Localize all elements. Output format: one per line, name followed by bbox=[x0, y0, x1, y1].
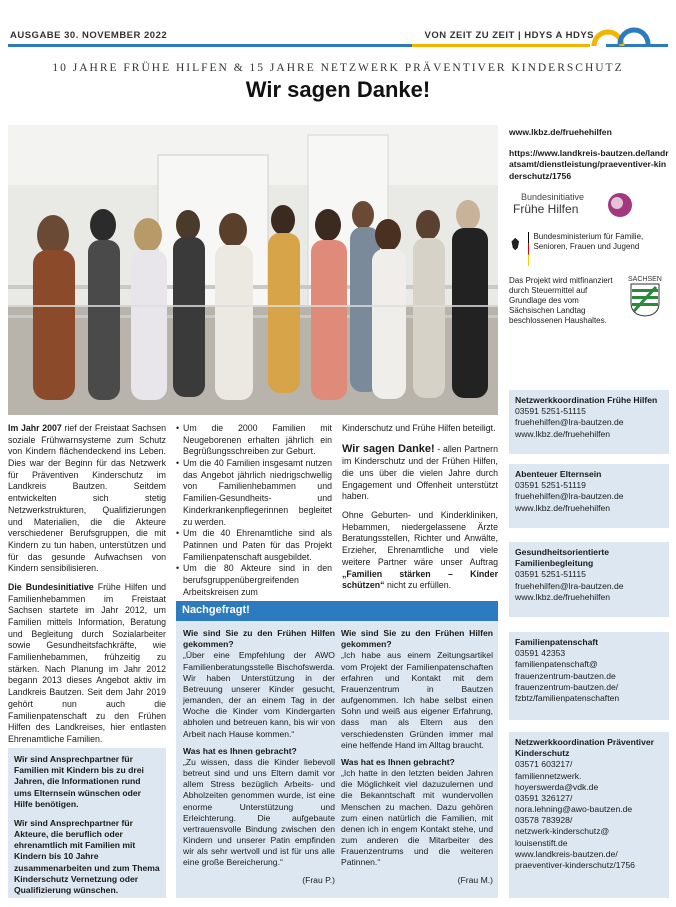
team-photo bbox=[8, 125, 498, 415]
target-group-families: Wir sind Ansprechpartner für Familien mit Kindern bis zu drei Jahren, die Informationen rund ums Elternsein wünschen oder Hilfe benötigen. bbox=[14, 754, 144, 809]
contact-phone[interactable]: 03591 5251-51119 bbox=[515, 480, 586, 491]
contact-web[interactable]: frauenzentrum-bautzen.de/ bbox=[515, 681, 619, 692]
contact-phone[interactable]: 03578 783928/ bbox=[515, 815, 573, 826]
sachsen-label: SACHSEN bbox=[628, 275, 662, 283]
interview-signature: (Frau M.) bbox=[457, 874, 493, 885]
contact-title: Abenteuer Elternsein bbox=[515, 469, 602, 479]
contact-phone[interactable]: 03591 5251-51115 bbox=[515, 406, 586, 417]
article-column-3 bbox=[342, 423, 498, 599]
bfh-line1: Bundesinitiative bbox=[521, 191, 585, 202]
interview-answer: „Ich hatte in den letzten beiden Jahren die Möglichkeit viel dazuzulernen und die Bekanntschaft mit wundervollen Menschen zu machen. Dazu gehören zum einen natürlich die Familien, mit denen ich in engem Kontakt stehe, und zum anderen die Mitarbeiter des Frauenzentrums und die weiteren Patinnen.“ bbox=[341, 768, 493, 868]
contact-title: Familienpatenschaft bbox=[515, 637, 599, 647]
target-group-actors: Wir sind Ansprechpartner für Akteure, die beruflich oder ehrenamtlich mit Familien mit Kindern bis 10 Jahre zusammenarbeiten und zum Thema Kinderschutz Vernetzung oder Qualifizierung wünschen. bbox=[14, 817, 160, 895]
page-header bbox=[0, 0, 676, 58]
interview-box bbox=[176, 601, 498, 898]
contact-email-domain[interactable]: louisenstift.de bbox=[515, 837, 568, 848]
interview-question: Was hat es Ihnen gebracht? bbox=[341, 756, 455, 767]
contact-email[interactable]: fruehehilfen@lra-bautzen.de bbox=[515, 417, 624, 428]
interview-answer: „Zu wissen, dass die Kinder liebevoll betreut sind und uns Eltern damit vor allem Stress bezüglich Arbeits- und Abholzeiten genommen wurde, ist eine enorme Unterstützung und Erleichterung. Die aufgebaute vertrauensvolle Bindung zwischen den Kindern und unserer Patin empfinden wir als sehr wertvoll und ist für uns alle eine große Bereicherung.“ bbox=[183, 756, 335, 868]
contact-web[interactable]: www.lkbz.de/fruehehilfen bbox=[515, 502, 611, 513]
sachsen-text: Das Projekt wird mitfinanziert durch Steuermittel auf Grundlage des vom Sächsischen Landtag beschlossenen Haushaltes. bbox=[509, 275, 613, 325]
contact-card bbox=[509, 464, 669, 528]
contact-card bbox=[509, 390, 669, 454]
interview-answer: „Ich habe aus einem Zeitungsartikel vom Projekt der Familienpatenschaften erfahren und Kontakt mit dem Frauenzentrum in Bautzen aufgenommen. Ich habe selbst einen Sohn und weiß aus eigener Erfahrung, dass man als Eltern aus den verschiedensten Gründen immer mal eine helfende Hand im Alltag braucht. bbox=[341, 650, 493, 750]
contact-email-domain[interactable]: frauenzentrum-bautzen.de bbox=[515, 670, 616, 681]
sachsen-funding bbox=[509, 276, 669, 326]
col3-paragraph-2-end: nicht zu erfüllen. bbox=[384, 580, 452, 591]
fact-bullet: • Um die 40 Familien insgesamt nutzen das Angebot jährlich niedrigschwellig von Familienhebammen und Familien-Gesundheits- und Kinderkrankenpflegerinnen begleitet zu werden. bbox=[176, 458, 332, 528]
contact-web-path[interactable]: praeventiver-kinderschutz/1756 bbox=[515, 859, 635, 870]
col1-paragraph-1: rief der Freistaat Sachsen soziale Frühwarnsysteme zum Schutz von Kindern flächendeckend ins Leben. Dies war der Beginn für das Netzwerk für Präventiven Kinderschutz im Landkreis Bautzen. Seitdem entwickelten sich stetig Netzwerkstrukturen, Qualifizierungen und Materialien, die die Akteure verschiedener Berufsgruppen, die mit Kindern zu tun haben, unterstützen und für das gesunde Aufwachsen von Kindern sensibilisieren. bbox=[8, 423, 166, 574]
contact-web-path[interactable]: fzbtz/familienpatenschaften bbox=[515, 692, 620, 703]
link-fruehehilfen[interactable]: www.lkbz.de/fruehehilfen bbox=[509, 127, 612, 137]
article-column-1 bbox=[8, 423, 166, 753]
bmfsfj-text: Bundesministerium für Familie, Senioren, Frauen und Jugend bbox=[533, 231, 644, 251]
col1-lead-1: Im Jahr 2007 bbox=[8, 423, 62, 433]
contact-email[interactable]: netzwerk-kinderschutz@ bbox=[515, 826, 610, 837]
federal-eagle-icon bbox=[509, 232, 522, 256]
contact-email[interactable]: nora.lehning@awo-bautzen.de bbox=[515, 804, 633, 815]
contact-email-domain[interactable]: hoyerswerda@vdk.de bbox=[515, 781, 599, 792]
bmfsfj-logo bbox=[509, 232, 669, 266]
fact-bullet: • Um die 80 Akteure sind in den berufsgruppenübergreifenden Arbeitskreisen zum bbox=[176, 563, 332, 598]
interview-answer: „Über eine Empfehlung der AWO Familienberatungsstelle Bischofswerda. Wir haben Unterstützung in der Betreuung unserer Kinder gesucht, jemanden, der an einem Tag in der Woche die Kinder vom Kindergarten abholen und betreuen kann, bis wir von Arbeit nach Hause kommen.“ bbox=[183, 650, 335, 739]
article-column-2 bbox=[176, 423, 332, 598]
link-kinderschutz[interactable]: https://www.landkreis-bautzen.de/landratsamt/dienstleistung/praeventiver-kinderschutz/1756 bbox=[509, 148, 669, 181]
bfh-line2: Frühe Hilfen bbox=[513, 201, 579, 216]
motto: „Familien stärken – Kinder schützen“ bbox=[342, 568, 498, 591]
thank-you-heading: Wir sagen Danke! bbox=[342, 442, 435, 455]
bundesinitiative-logo bbox=[509, 192, 669, 224]
article-kicker: 10 JAHRE FRÜHE HILFEN & 15 JAHRE NETZWERK PRÄVENTIVER KINDERSCHUTZ bbox=[52, 62, 624, 74]
contact-email[interactable]: fruehehilfen@lra-bautzen.de bbox=[515, 580, 624, 591]
article-headline: Wir sagen Danke! bbox=[245, 77, 431, 102]
contact-phone[interactable]: 03591 326127/ bbox=[515, 792, 573, 803]
contact-title: Netzwerkkoordination Frühe Hilfen bbox=[515, 395, 658, 405]
interview-signature: (Frau P.) bbox=[302, 874, 335, 885]
contact-title: Netzwerkkoordination Präventiver Kinderschutz bbox=[515, 737, 654, 759]
contact-card bbox=[509, 632, 669, 720]
contact-title: Gesundheitsorientierte Familienbegleitung bbox=[515, 547, 610, 569]
contact-phone[interactable]: 03591 42353 bbox=[515, 648, 566, 659]
sachsen-coat-of-arms-icon bbox=[630, 283, 660, 317]
contact-email[interactable]: familienpatenschaft@ bbox=[515, 659, 598, 670]
sidebar bbox=[509, 127, 669, 326]
col3-paragraph-1: - allen Partnern im Kinderschutz und der Frühen Hilfen, die uns über die vielen Jahre durch Engagement und Offenheit unterstützt haben. bbox=[342, 443, 498, 502]
heart-icon bbox=[607, 192, 633, 218]
contact-card bbox=[509, 542, 669, 617]
contact-phone[interactable]: 03591 5251-51115 bbox=[515, 569, 586, 580]
contact-web[interactable]: www.lkbz.de/fruehehilfen bbox=[515, 428, 611, 439]
fact-bullet: • Um die 40 Ehrenamtliche sind als Patinnen und Paten für das Projekt Familienpatenschaft ausgebildet. bbox=[176, 528, 332, 563]
contact-web[interactable]: www.lkbz.de/fruehehilfen bbox=[515, 591, 611, 602]
contact-phone[interactable]: 03571 603217/ bbox=[515, 759, 573, 770]
interview-question: Wie sind Sie zu den Frühen Hilfen gekommen? bbox=[341, 628, 493, 650]
contact-email[interactable]: familiennetzwerk. bbox=[515, 770, 582, 781]
interview-question: Was hat es Ihnen gebracht? bbox=[183, 745, 297, 756]
interview-right bbox=[341, 628, 493, 886]
series-title: VON ZEIT ZU ZEIT | HDYS A HDYS bbox=[424, 30, 594, 41]
col1-lead-2: Die Bundesinitiative bbox=[8, 581, 94, 592]
newspaper-logo-icon bbox=[590, 16, 670, 56]
contact-web[interactable]: www.landkreis-bautzen.de/ bbox=[515, 848, 618, 859]
interview-question: Wie sind Sie zu den Frühen Hilfen gekommen? bbox=[183, 628, 335, 650]
col3-intro: Kinderschutz und Frühe Hilfen beteiligt. bbox=[342, 423, 496, 433]
interview-left bbox=[183, 628, 335, 886]
contact-card bbox=[509, 732, 669, 898]
target-groups-box bbox=[8, 748, 166, 898]
col3-paragraph-2: Ohne Geburten- und Kinderkliniken, Hebammen, niedergelassene Ärzte Beratungsstellen, Richter und Anwälte, Erzieher, Ehrenamtliche und viele weitere Partner wäre unser Auftrag bbox=[342, 510, 498, 567]
issue-date: AUSGABE 30. NOVEMBER 2022 bbox=[10, 30, 168, 41]
header-stripe-yellow bbox=[412, 44, 590, 47]
contact-email[interactable]: fruehehilfen@lra-bautzen.de bbox=[515, 491, 624, 502]
interview-title: Nachgefragt! bbox=[176, 601, 498, 621]
col1-paragraph-2: Frühe Hilfen und Familienhebammen im Freistaat Sachsen startete im Jahr 2012, um Familien mittels Information, Beratung und Begleitung durch Sozialarbeiter sowie Gesundheitsfachkräfte, wie Familienhebammen, frühzeitig zu stärken. Nach Planung im Jahr 2012 begann 2013 dieses Angebot aktiv im Landkreis Bautzen. Seit dem Jahr 2019 gehört nun auch die Familienpatenschaft zu den Frühen Hilfen des Landkreises, hier entlasten Ehrenamtliche Familien. bbox=[8, 581, 166, 744]
fact-bullet: • Um die 2000 Familien mit Neugeborenen erhalten jährlich ein Begrüßungsschreiben zur Geburt. bbox=[176, 423, 332, 458]
